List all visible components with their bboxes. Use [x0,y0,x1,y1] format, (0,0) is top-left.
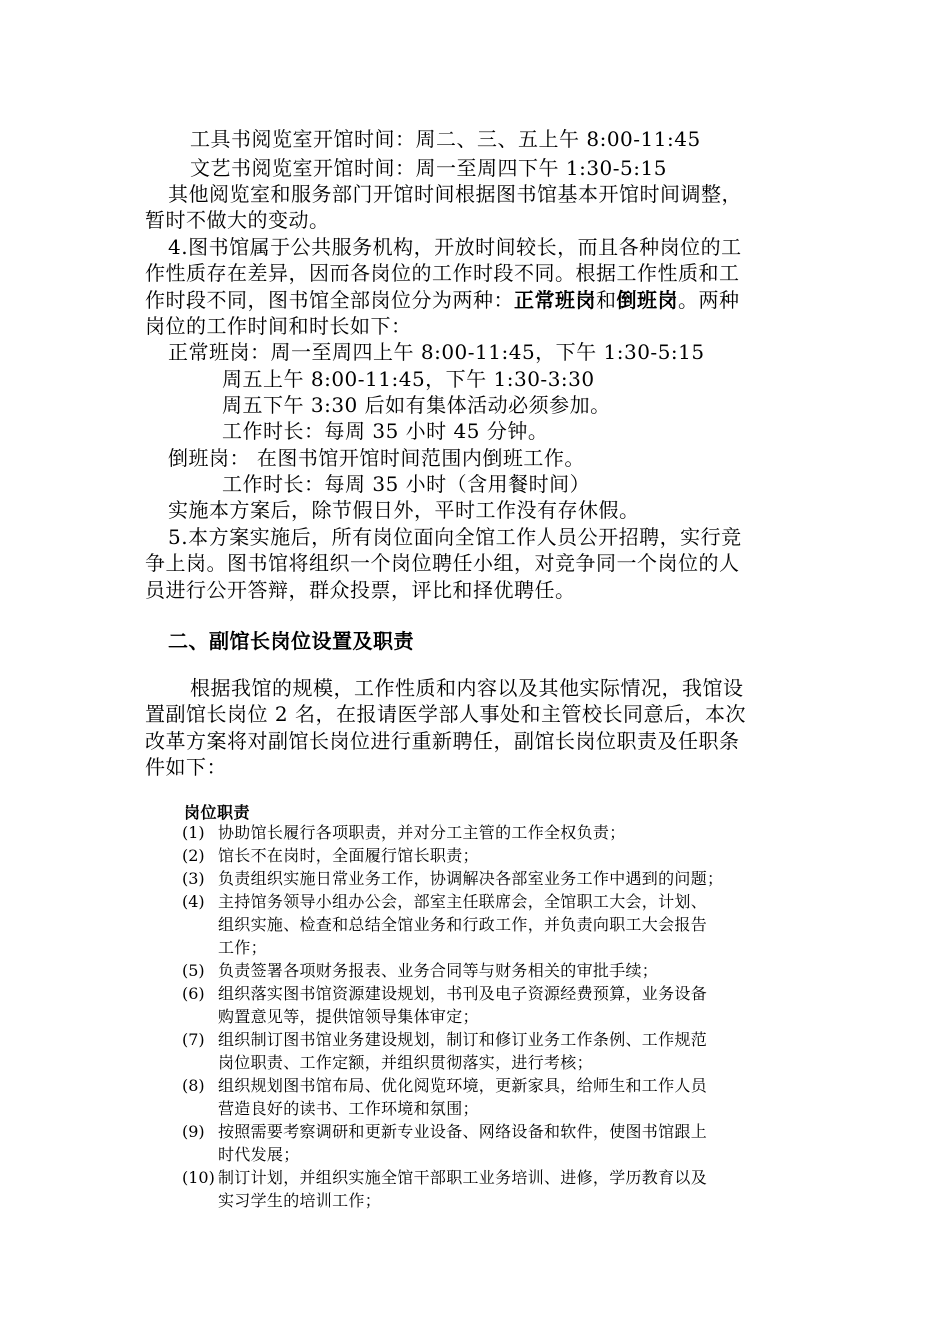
list-item-text: 组织规划图书馆布局、优化阅览环境，更新家具，给师生和工作人员 [218,1076,708,1095]
bold-term-regular-shift: 正常班岗 [514,288,596,312]
list-item-text: 购置意见等，提供馆领导集体审定； [218,1007,479,1026]
list-item-number: (10) [182,1168,215,1187]
paragraph-line: 件如下： [145,755,227,779]
list-item-text: 组织制订图书馆业务建设规划，制订和修订业务工作条例、工作规范 [218,1030,708,1049]
list-item-number: (1) [182,823,205,842]
paragraph-text: 。两种 [678,288,740,312]
paragraph-line: 暂时不做大的变动。 [145,208,330,232]
paragraph-text: 作时段不同，图书馆全部岗位分为两种： [145,288,514,312]
paragraph-line: 员进行公开答辩，群众投票，评比和择优聘任。 [145,578,576,602]
list-item-text: 制订计划，并组织实施全馆干部职工业务培训、进修，学历教育以及 [218,1168,708,1187]
paragraph-line: 岗位的工作时间和时长如下： [145,314,412,338]
paragraph-line: 作性质存在差异，因而各岗位的工作时段不同。根据工作性质和工 [145,261,740,285]
paragraph-line: 改革方案将对副馆长岗位进行重新聘任，副馆长岗位职责及任职条 [145,729,740,753]
list-item-number: (4) [182,892,205,911]
list-item-text: 组织落实图书馆资源建设规划，书刊及电子资源经费预算，业务设备 [218,984,708,1003]
regular-shift-hours: 正常班岗：周一至周四上午 8:00-11:45，下午 1:30-5:15 [168,340,705,364]
list-item-text: 工作； [218,938,267,957]
paragraph-line: 5.本方案实施后，所有岗位面向全馆工作人员公开招聘，实行竞 [168,525,742,549]
list-item-text: 实习学生的培训工作； [218,1191,382,1210]
paragraph-line: 根据我馆的规模，工作性质和内容以及其他实际情况，我馆设 [190,676,744,700]
paragraph-line: 其他阅览室和服务部门开馆时间根据图书馆基本开馆时间调整， [168,182,742,206]
regular-shift-friday: 周五上午 8:00-11:45，下午 1:30-3:30 [222,367,595,391]
list-item-number: (9) [182,1122,205,1141]
conjunction: 和 [596,288,617,312]
bold-term-rotating-shift: 倒班岗 [616,288,678,312]
list-item-text: 组织实施、检查和总结全馆业务和行政工作，并负责向职工大会报告 [218,915,708,934]
reading-room-hours-literature: 文艺书阅览室开馆时间：周一至周四下午 1:30-5:15 [190,156,667,180]
list-item-text: 按照需要考察调研和更新专业设备、网络设备和软件，使图书馆跟上 [218,1122,708,1141]
paragraph-line: 置副馆长岗位 2 名，在报请医学部人事处和主管校长同意后，本次 [145,702,746,726]
list-item-text: 负责组织实施日常业务工作，协调解决各部室业务工作中遇到的问题； [218,869,724,888]
list-item-text: 营造良好的读书、工作环境和氛围； [218,1099,479,1118]
paragraph-line: 实施本方案后，除节假日外，平时工作没有存休假。 [168,498,640,522]
list-item-number: (6) [182,984,205,1003]
section-heading: 二、副馆长岗位设置及职责 [168,629,414,653]
list-item-number: (7) [182,1030,205,1049]
duties-subheading: 岗位职责 [184,803,251,822]
list-item-number: (2) [182,846,205,865]
list-item-text: 岗位职责、工作定额，并组织贯彻落实，进行考核； [218,1053,593,1072]
list-item-text: 负责签署各项财务报表、业务合同等与财务相关的审批手续； [218,961,659,980]
paragraph-line: 争上岗。图书馆将组织一个岗位聘任小组，对竞争同一个岗位的人 [145,551,740,575]
rotating-shift-hours: 倒班岗： 在图书馆开馆时间范围内倒班工作。 [168,446,585,470]
reading-room-hours-reference: 工具书阅览室开馆时间：周二、三、五上午 8:00-11:45 [190,127,701,151]
rotating-shift-duration: 工作时长：每周 35 小时（含用餐时间） [222,472,591,496]
list-item-text: 主持馆务领导小组办公会，部室主任联席会，全馆职工大会，计划、 [218,892,708,911]
list-item-text: 馆长不在岗时，全面履行馆长职责； [218,846,479,865]
list-item-number: (8) [182,1076,205,1095]
regular-shift-note: 周五下午 3:30 后如有集体活动必须参加。 [222,393,611,417]
list-item-text: 协助馆长履行各项职责，并对分工主管的工作全权负责； [218,823,626,842]
regular-shift-duration: 工作时长：每周 35 小时 45 分钟。 [222,419,549,443]
list-item-number: (3) [182,869,205,888]
paragraph-line: 4.图书馆属于公共服务机构，开放时间较长，而且各种岗位的工 [168,235,742,259]
paragraph-line [145,287,740,313]
list-item-number: (5) [182,961,205,980]
list-item-text: 时代发展； [218,1145,300,1164]
